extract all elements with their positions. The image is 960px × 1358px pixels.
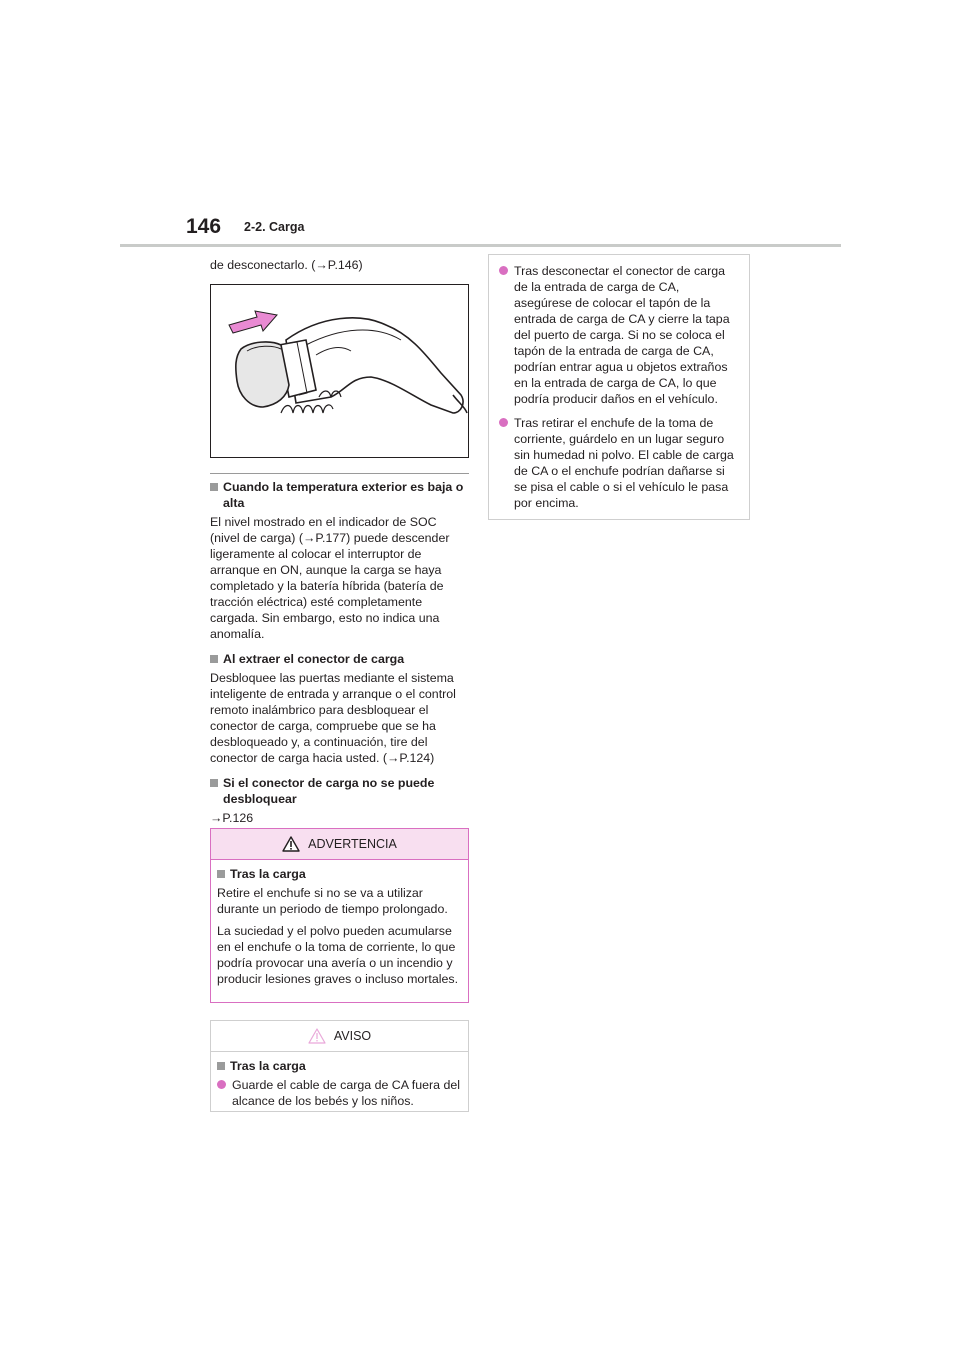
right-notice-box <box>488 254 750 520</box>
spring-lines <box>281 405 333 413</box>
section-divider <box>210 473 469 474</box>
warning-paragraph: La suciedad y el polvo pueden acumularse en el enchufe o la toma de corriente, lo que podría provocar una avería o un incendio y producir lesiones graves o incluso mortales. <box>217 924 459 986</box>
left-column <box>210 257 469 835</box>
warning-triangle-icon <box>282 836 300 852</box>
charging-connector-figure <box>210 284 469 458</box>
section-body-extract: Desbloquee las puertas mediante el sistema inteligente de entrada y arranque o el control remoto inalámbrico para desbloquear el conector de carga, compruebe que se ha desbloqueado y, a continuación, tire del conector de carga hacia usted. (→P.124) <box>210 671 456 765</box>
right-bullet: Tras desconectar el conector de carga de la entrada de carga de CA, asegúrese de colocar el tapón de la entrada de carga de CA y cierre la tapa del puerto de carga. Si no se coloca el tapón de la entrada de carga de CA, podrían entrar agua u objetos extraños en la entrada de carga de CA, lo que podría producir daños en el vehículo. <box>499 263 739 407</box>
notice-header <box>211 1021 468 1052</box>
intro-text: de desconectarlo. (→P.146) <box>210 258 363 272</box>
warning-paragraph: Retire el enchufe si no se va a utilizar durante un periodo de tiempo prolongado. <box>217 886 448 916</box>
connector-cap <box>236 342 289 407</box>
square-marker-icon <box>210 483 218 491</box>
page-number: 146 <box>186 215 222 238</box>
section-title: 2-2. Carga <box>244 220 305 234</box>
warning-header <box>211 829 468 860</box>
warning-heading: Tras la carga <box>217 866 462 882</box>
warning-title: ADVERTENCIA <box>308 837 397 851</box>
warning-box <box>210 828 469 1003</box>
square-marker-icon <box>210 655 218 663</box>
section-heading-temperature: Cuando la temperatura exterior es baja o alta <box>210 479 469 511</box>
notice-box <box>210 1020 469 1112</box>
notice-title: AVISO <box>333 1029 372 1043</box>
connector-handle <box>286 318 463 413</box>
header-rule <box>120 244 841 247</box>
notice-bullet: Guarde el cable de carga de CA fuera del alcance de los bebés y los niños. <box>217 1077 462 1109</box>
bullet-dot-icon <box>499 266 508 275</box>
bullet-dot-icon <box>217 1080 226 1089</box>
section-heading-unlock: Si el conector de carga no se puede desbloquear <box>210 775 469 807</box>
square-marker-icon <box>210 779 218 787</box>
right-bullet: Tras retirar el enchufe de la toma de corriente, guárdelo en un lugar seguro sin humedad ni polvo. El cable de carga de CA o el enchufe podrían dañarse si se pisa el cable o si el vehículo le pasa por encima. <box>499 415 739 511</box>
caution-triangle-icon <box>308 1028 326 1044</box>
section-heading-extract: Al extraer el conector de carga <box>210 651 469 667</box>
square-marker-icon <box>217 870 225 878</box>
pull-arrow-icon <box>229 311 277 333</box>
section-body-unlock: →P.126 <box>210 811 254 825</box>
notice-heading: Tras la carga <box>217 1058 462 1074</box>
bullet-dot-icon <box>499 418 508 427</box>
square-marker-icon <box>217 1062 225 1070</box>
charging-connector-illustration <box>211 285 468 457</box>
section-body-temperature: El nivel mostrado en el indicador de SOC (nivel de carga) (→P.177) puede descender ligeramente al colocar el interruptor de arranque en ON, aunque la carga se haya completado y la batería híbrida (batería de tracción eléctrica) esté completamente cargada. Sin embargo, esto no indica una anomalía. <box>210 515 450 641</box>
